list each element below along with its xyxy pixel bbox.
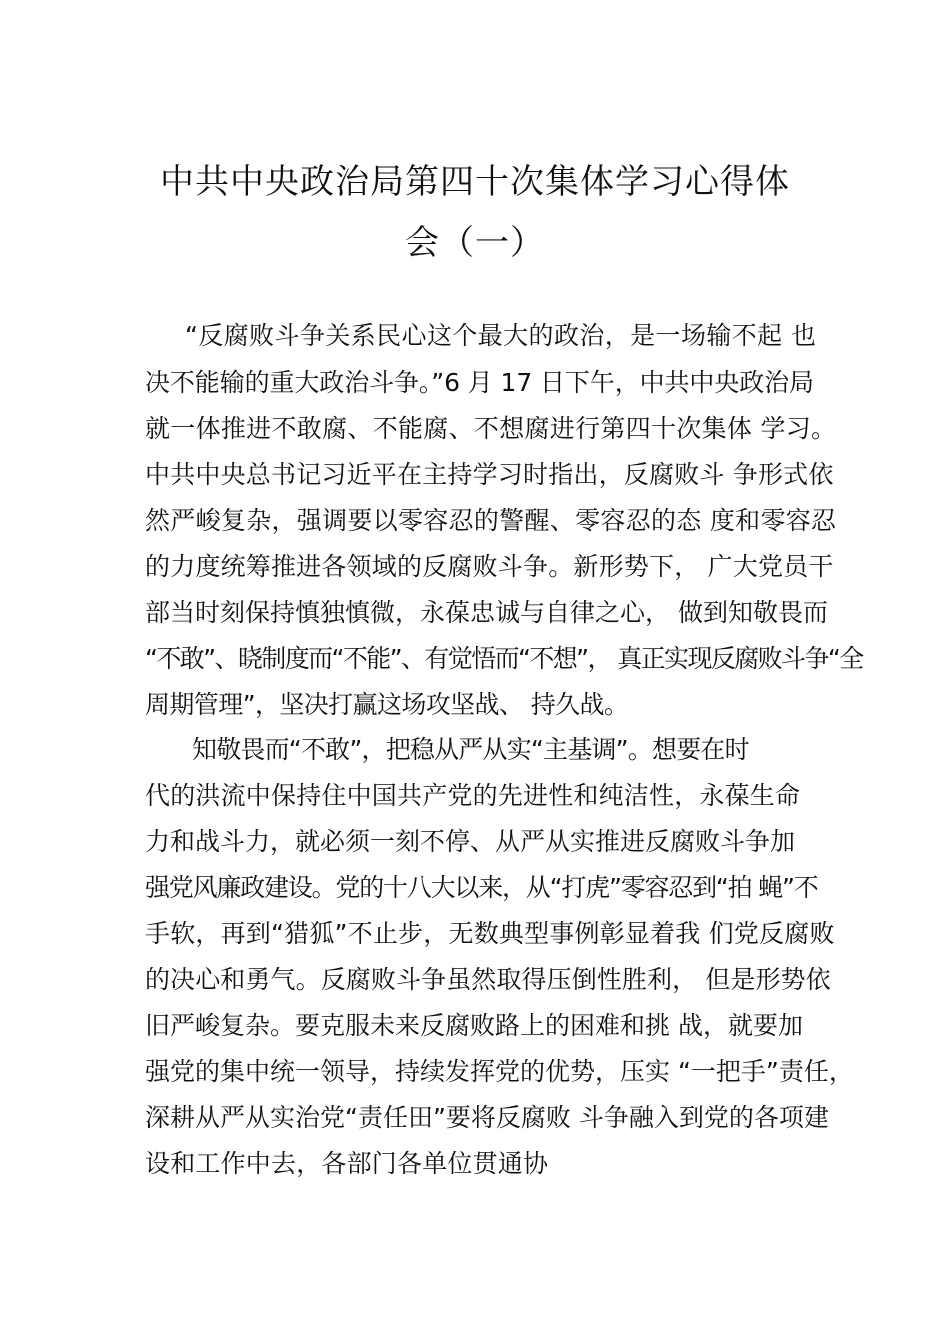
paragraph-line: “不敢”、晓制度而“不能”、有觉悟而“不想”， 真正实现反腐败斗争“全 [145,644,863,673]
paragraph-line: 代的洪流中保持住中国共产党的先进性和纯洁性，永葆生命 [145,781,801,810]
paragraph-line: 的力度统筹推进各领域的反腐败斗争。新形势下， 广大党员干 [145,552,834,581]
paragraph-line: 中共中央总书记习近平在主持学习时指出，反腐败斗 争形式依 [145,460,834,489]
document-title-line-2: 会（一） [405,223,545,263]
paragraph-line: 然严峻复杂，强调要以零容忍的警醒、零容忍的态 度和零容忍 [145,506,837,535]
paragraph-line: 强党的集中统一领导，持续发挥党的优势，压实 “一把手”责任， [145,1057,854,1086]
paragraph-line: “反腐败斗争关系民心这个最大的政治，是一场输不起 也 [185,321,817,350]
paragraph-line: 强党风廉政建设。党的十八大以来，从“打虎”零容忍到“拍 蝇”不 [145,873,818,902]
paragraph-line: 旧严峻复杂。要克服未来反腐败路上的困难和挑 战，就要加 [145,1011,803,1040]
document-title-line-1: 中共中央政治局第四十次集体学习心得体 [160,162,790,202]
paragraph-line: 就一体推进不敢腐、不能腐、不想腐进行第四十次集体 学习。 [145,414,837,443]
paragraph-line: 设和工作中去，各部门各单位贯通协 [145,1149,549,1178]
paragraph-line: 知敬畏而“不敢”，把稳从严从实“主基调”。想要在时 [192,735,749,764]
paragraph-line: 手软，再到“猎狐”不止步，无数典型事例彰显着我 们党反腐败 [145,919,835,948]
paragraph-line: 周期管理”，坚决打赢这场攻坚战、 持久战。 [145,690,629,719]
paragraph-line: 深耕从严从实治党“责任田”要将反腐败 斗争融入到党的各项建 [145,1103,829,1132]
paragraph-line: 力和战斗力，就必须一刻不停、从严从实推进反腐败斗争加 [145,827,796,856]
paragraph-line: 的决心和勇气。反腐败斗争虽然取得压倒性胜利， 但是形势依 [145,965,831,994]
paragraph-line: 部当时刻保持慎独慎微，永葆忠诚与自律之心， 做到知敬畏而 [145,598,828,627]
paragraph-line: 决不能输的重大政治斗争。”6 月 17 日下午，中共中央政治局 [145,368,814,397]
